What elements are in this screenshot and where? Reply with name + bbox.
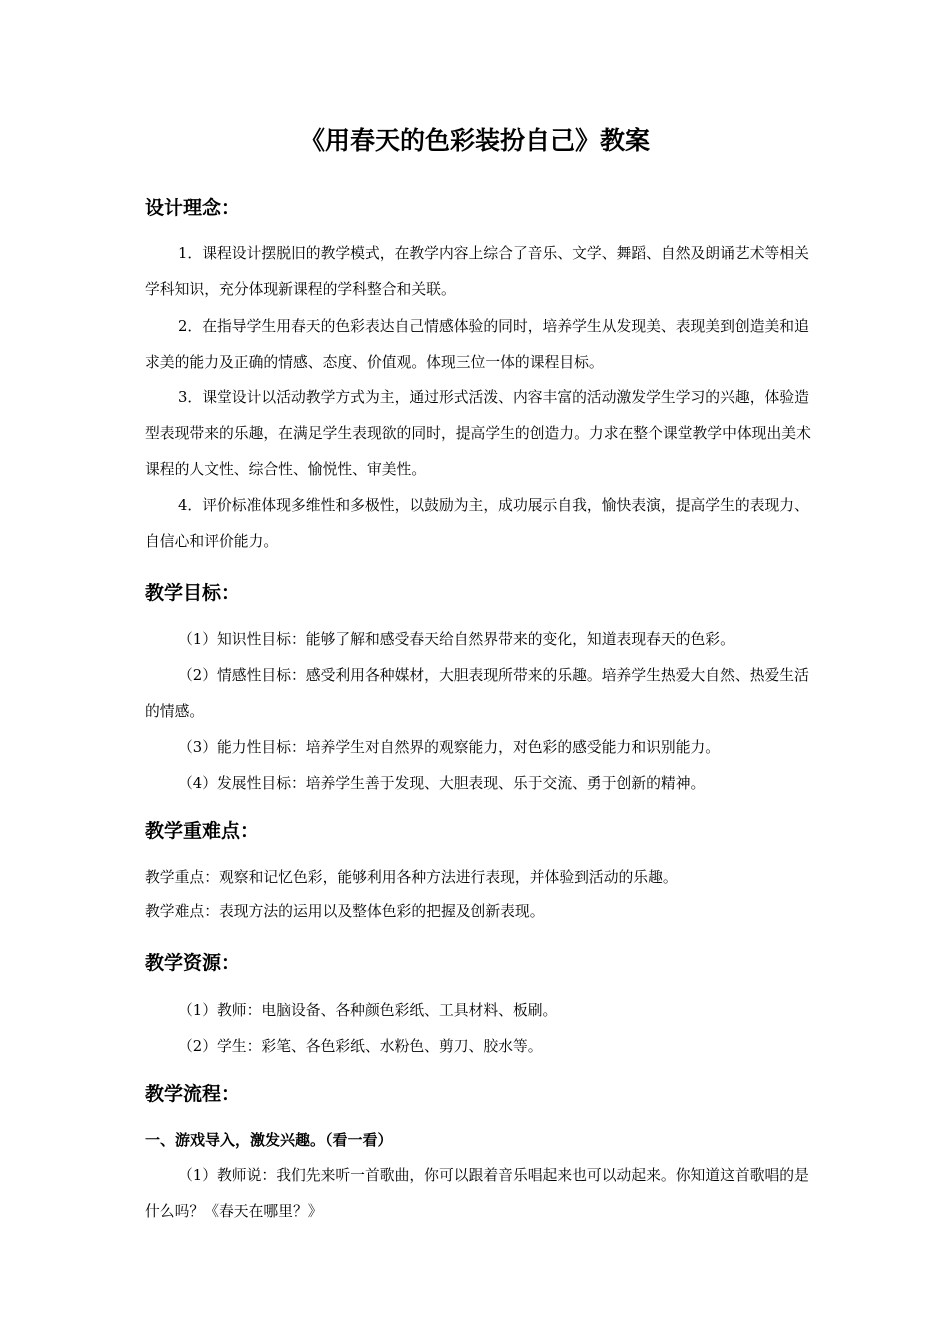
process-step-1-heading: 一、游戏导入，激发兴趣。（看一看） — [145, 1131, 393, 1149]
document-title: 《用春天的色彩装扮自己》教案 — [299, 126, 650, 155]
design-paragraph-2: 2．在指导学生用春天的色彩表达自己情感体验的同时，培养学生从发现美、表现美到创造美和追求美的能力及正确的情感、态度、价值观。体现三位一体的课程目标。 — [145, 318, 809, 371]
section-heading-goals: 教学目标： — [145, 582, 241, 604]
design-paragraph-3: 3．课堂设计以活动教学方式为主，通过形式活泼、内容丰富的活动激发学生学习的兴趣，体验造型表现带来的乐趣，在满足学生表现欲的同时，提高学生的创造力。力求在整个课堂教学中体现出美术课程的人文性、综合性、愉悦性、审美性。 — [145, 389, 811, 478]
section-heading-keypoints: 教学重难点： — [145, 820, 260, 842]
resource-student: （2）学生：彩笔、各色彩纸、水粉色、剪刀、胶水等。 — [178, 1038, 543, 1055]
goal-item-1: （1）知识性目标：能够了解和感受春天给自然界带来的变化，知道表现春天的色彩。 — [178, 631, 735, 648]
design-paragraph-4: 4．评价标准体现多维性和多极性，以鼓励为主，成功展示自我，愉快表演，提高学生的表现力、自信心和评价能力。 — [145, 497, 809, 550]
section-heading-design: 设计理念： — [145, 197, 241, 219]
goal-item-4: （4）发展性目标：培养学生善于发现、大胆表现、乐于交流、勇于创新的精神。 — [178, 775, 706, 792]
goal-item-2: （2）情感性目标：感受利用各种媒材，大胆表现所带来的乐趣。培养学生热爱大自然、热爱生活的情感。 — [145, 667, 809, 720]
resource-teacher: （1）教师：电脑设备、各种颜色彩纸、工具材料、板刷。 — [178, 1002, 558, 1019]
section-heading-resources: 教学资源： — [145, 952, 241, 974]
design-paragraph-1: 1．课程设计摆脱旧的教学模式，在教学内容上综合了音乐、文学、舞蹈、自然及朗诵艺术等相关学科知识，充分体现新课程的学科整合和关联。 — [145, 245, 809, 298]
goal-item-3: （3）能力性目标：培养学生对自然界的观察能力，对色彩的感受能力和识别能力。 — [178, 739, 721, 756]
process-step-1-paragraph: （1）教师说：我们先来听一首歌曲，你可以跟着音乐唱起来也可以动起来。你知道这首歌唱的是什么吗？《春天在哪里？》 — [145, 1167, 809, 1220]
section-heading-process: 教学流程： — [145, 1083, 241, 1105]
teaching-focus: 教学重点：观察和记忆色彩，能够利用各种方法进行表现，并体验到活动的乐趣。 — [145, 869, 678, 886]
teaching-difficulty: 教学难点：表现方法的运用以及整体色彩的把握及创新表现。 — [145, 903, 545, 920]
